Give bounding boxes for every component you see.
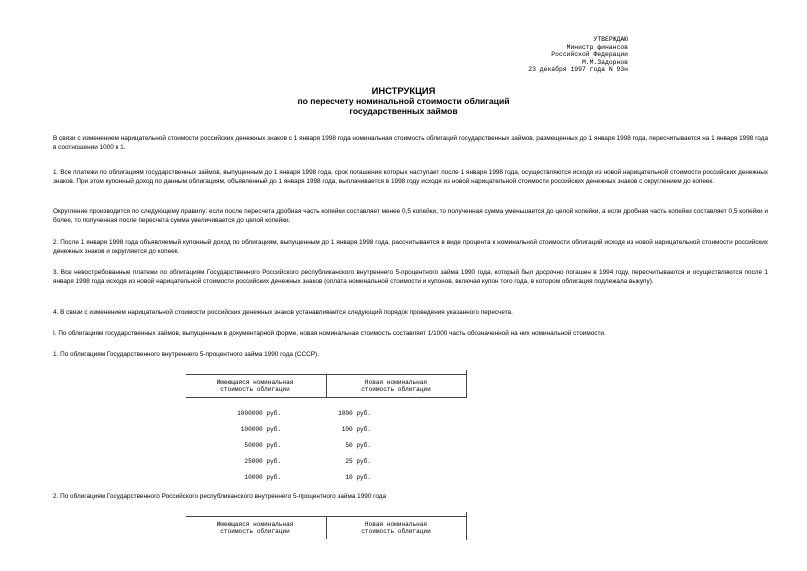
approval-line: 23 декабря 1997 года N 93н bbox=[528, 66, 628, 74]
header-old-value: Имеющаяся номинальная стоимость облигации bbox=[216, 379, 294, 393]
paragraph-1b: Округление производится по следующему правилу: если после пересчета дробная часть копейки составляет менее 0,5 копейки, то полученная сумма уменьшается до целой копейки, а если дробная часть копейки составляет 0,5 копейки и более, то полученная после пересчета сумма увеличивается до целой копейки. bbox=[53, 208, 768, 224]
section-2-heading: 2. По облигациям Государственного Российского республиканского внутреннего 5-процентного займа 1990 года bbox=[53, 493, 387, 500]
new-value-cell: 1000 руб. bbox=[338, 410, 371, 417]
old-value-cell: 50000 руб. bbox=[244, 442, 281, 449]
old-value-cell: 25000 руб. bbox=[244, 458, 281, 465]
section-1-heading: 1. По облигациям Государственного внутреннего 5-процентного займа 1990 года (СССР). bbox=[53, 351, 319, 358]
new-value-cell: 25 руб. bbox=[345, 458, 371, 465]
title-line: государственных займов bbox=[349, 106, 458, 116]
table-row bbox=[186, 426, 471, 434]
header-new-value: Новая номинальная стоимость облигации bbox=[361, 379, 431, 393]
header-new-value: Новая номинальная стоимость облигации bbox=[361, 521, 431, 535]
paragraph-4: 4. В связи с изменением нарицательной стоимости российских денежных знаков устанавливается следующий порядок проведения указанного пересчета. bbox=[53, 309, 513, 316]
table-row bbox=[186, 410, 471, 418]
document-title bbox=[0, 86, 807, 116]
table-row bbox=[186, 474, 471, 482]
table-row bbox=[186, 442, 471, 450]
table-right-border bbox=[466, 512, 467, 540]
table-row bbox=[186, 458, 471, 466]
paragraph-2: 2. После 1 января 1998 года объявляемый купонный доход по облигациям, выпущенным до 1 января 1998 года, рассчитывается в виде процента к номинальной стоимости облигаций исходя из новой нарицательной стоимости российских денежных знаков и округляется до копеек. bbox=[53, 239, 768, 255]
new-value-cell: 50 руб. bbox=[345, 442, 371, 449]
header-old-value: Имеющаяся номинальная стоимость облигации bbox=[216, 521, 294, 535]
new-value-cell: 100 руб. bbox=[341, 426, 371, 433]
conversion-table-2 bbox=[186, 512, 471, 552]
title-line: по пересчету номинальной стоимости облигаций bbox=[297, 96, 510, 106]
old-value-cell: 10000 руб. bbox=[244, 474, 281, 481]
approval-line: Министр финансов bbox=[566, 43, 628, 51]
approval-line: УТВЕРЖДАЮ bbox=[593, 36, 628, 43]
old-value-cell: 1000000 руб. bbox=[237, 410, 281, 417]
new-value-cell: 10 руб. bbox=[345, 474, 371, 481]
approval-block bbox=[528, 36, 628, 74]
conversion-table-1 bbox=[186, 370, 471, 490]
paragraph-1: 1. Все платежи по облигациям государственных займов, выпущенным до 1 января 1998 года, срок погашения которых наступает после 1 января 1998 года, осуществляются исходя из новой нарицательной стоимости российских денежных знаков. При этом купонный доход по данным облигациям, объявленный до 1 января 1998 года, выплачивается в 1998 году исходя из новой нарицательной стоимости российских денежных знаков с округлением до копеек. bbox=[53, 169, 768, 185]
table-right-border bbox=[466, 370, 467, 398]
table-header-rule bbox=[186, 397, 466, 398]
old-value-cell: 100000 руб. bbox=[240, 426, 281, 433]
paragraph-3: 3. Все невостребованные платежи по облигациям Государственного Российского республиканского внутреннего 5-процентного займа 1990 года, который был досрочно погашен в 1994 году, пересчитываются и осуществляются после 1 января 1998 года исходя из новой нарицательной стоимости российских денежных знаков (оплата номинальной стоимости и купонов, включая купон того года, в котором облигация подлежала выкупу). bbox=[53, 269, 768, 285]
approval-line: Российской Федерации bbox=[551, 51, 628, 59]
title-heading: ИНСТРУКЦИЯ bbox=[371, 85, 436, 96]
paragraph-intro: В связи с изменением нарицательной стоимости российских денежных знаков с 1 января 1998 года номинальная стоимость облигаций государственных займов, размещенных до 1 января 1998 года, пересчитывается на 1 января 1998 года в соотношении 1000 к 1. bbox=[53, 135, 768, 151]
approval-line: М.М.Задорнов bbox=[581, 58, 628, 66]
paragraph-I: I. По облигациям государственных займов, выпущенным в документарной форме, новая номинальная стоимость составляет 1/1000 часть обозначенной на них номинальной стоимости. bbox=[53, 330, 606, 337]
